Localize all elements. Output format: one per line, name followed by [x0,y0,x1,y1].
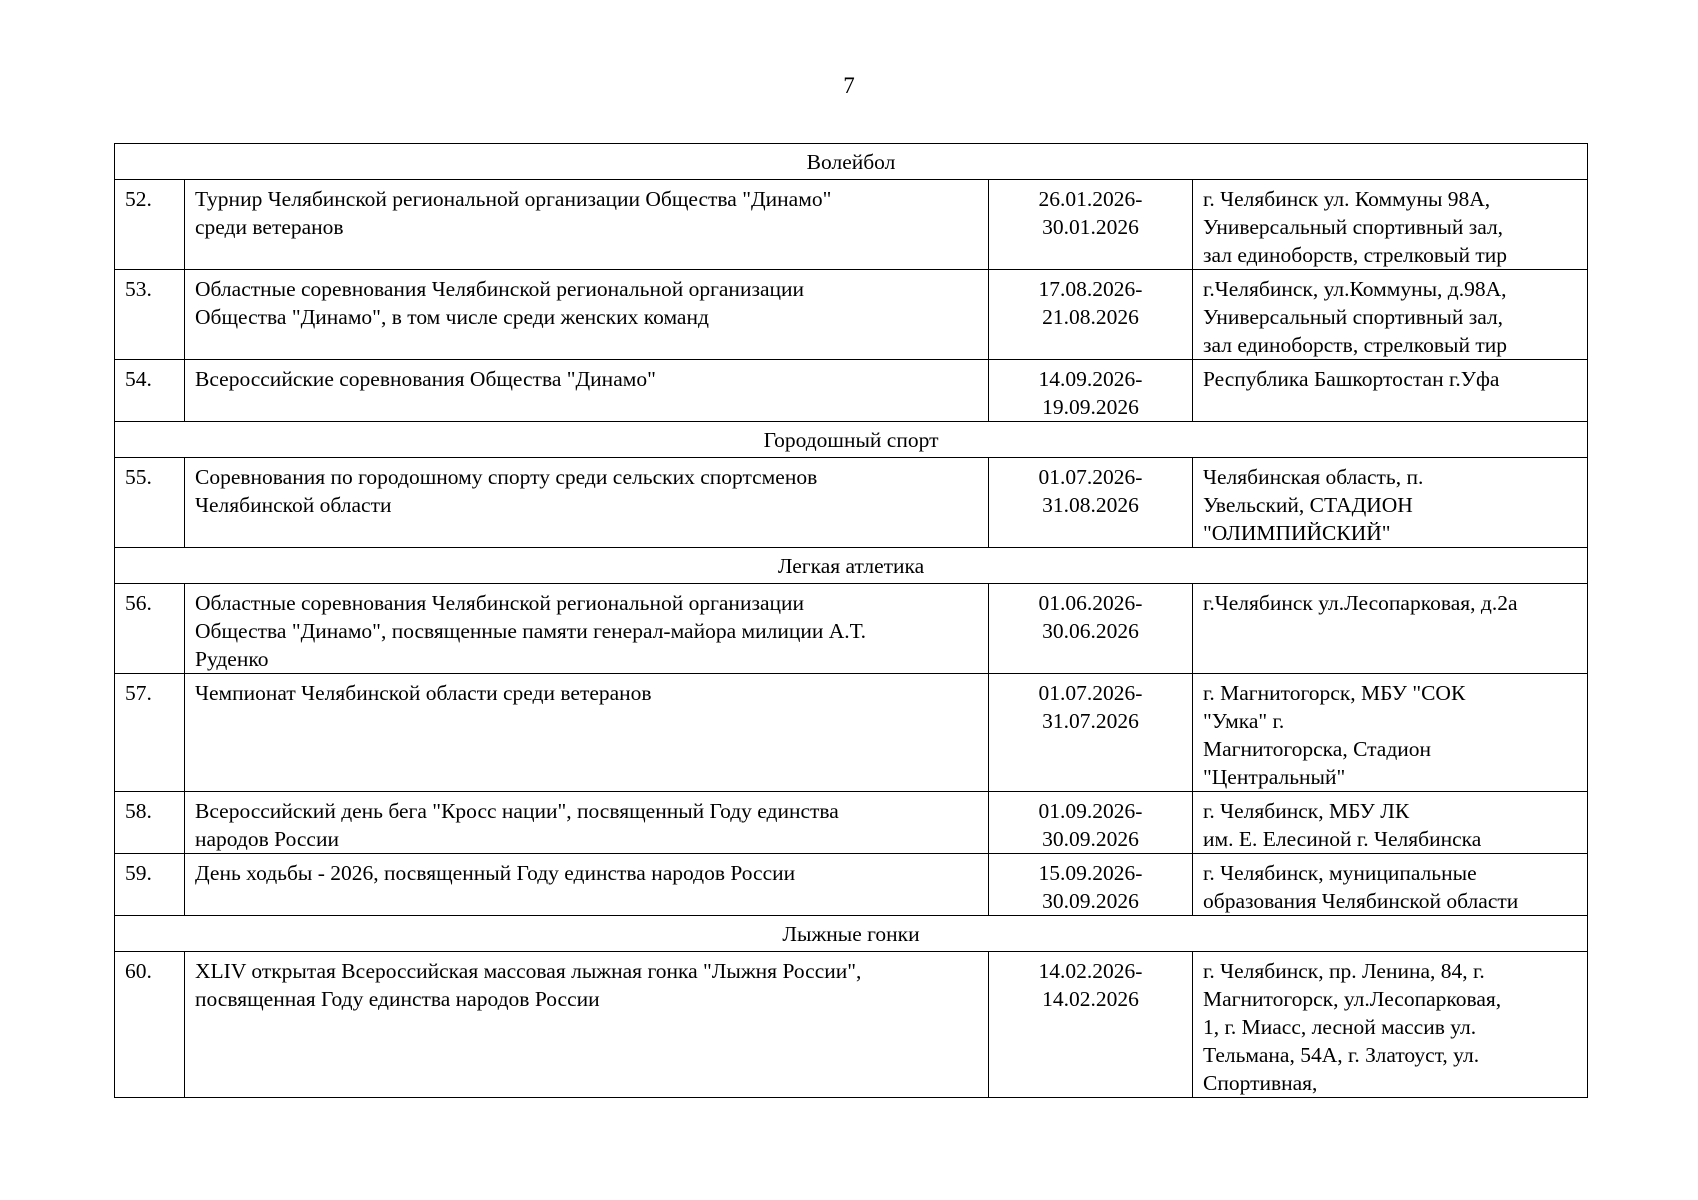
event-dates-line: 17.08.2026- [1038,277,1143,301]
event-dates-line: 30.09.2026 [1042,889,1139,913]
event-place-line: зал единоборств, стрелковый тир [1203,243,1508,267]
event-place [1193,584,1588,674]
event-number: 53. [115,270,185,360]
event-name [185,952,989,1098]
event-place-line: "Центральный" [1203,765,1346,789]
event-place [1193,952,1588,1098]
section-title: Легкая атлетика [115,548,1588,584]
event-dates [989,854,1193,916]
event-place-line: Универсальный спортивный зал, [1203,215,1504,239]
event-dates-line: 21.08.2026 [1042,305,1139,329]
event-dates-line: 30.09.2026 [1042,827,1139,851]
event-place-line: г. Челябинск, пр. Ленина, 84, г. [1203,959,1485,983]
event-name-line: Общества "Динамо", посвященные памяти генерал-майора милиции А.Т. [195,619,867,643]
event-name [185,674,989,792]
event-name [185,792,989,854]
event-dates [989,458,1193,548]
event-place-line: г. Магнитогорск, МБУ "СОК [1203,681,1466,705]
event-place-line: Магнитогорск, ул.Лесопарковая, [1203,987,1502,1011]
page-number: 7 [843,73,855,98]
event-number: 54. [115,360,185,422]
table-row [115,584,1588,674]
event-place-line: г. Челябинск, муниципальные [1203,861,1477,885]
event-dates [989,584,1193,674]
event-dates-line: 31.07.2026 [1042,709,1139,733]
event-dates [989,180,1193,270]
event-place-line: г.Челябинск ул.Лесопарковая, д.2а [1203,591,1518,615]
event-name [185,360,989,422]
event-dates-line: 01.09.2026- [1038,799,1143,823]
event-place-line: Спортивная, [1203,1071,1318,1095]
event-number: 56. [115,584,185,674]
table-row [115,792,1588,854]
events-table-body [115,144,1588,1098]
table-row [115,360,1588,422]
event-dates [989,360,1193,422]
event-name-line: Общества "Динамо", в том числе среди женских команд [195,305,709,329]
event-dates [989,792,1193,854]
event-name [185,584,989,674]
event-place-line: им. Е. Елесиной г. Челябинска [1203,827,1482,851]
event-name [185,270,989,360]
event-dates [989,270,1193,360]
table-row [115,270,1588,360]
event-dates-line: 14.09.2026- [1038,367,1143,391]
event-name-line: Областные соревнования Челябинской региональной организации [195,277,805,301]
table-row [115,458,1588,548]
event-dates-line: 01.06.2026- [1038,591,1143,615]
event-dates-line: 15.09.2026- [1038,861,1143,885]
event-name-line: Областные соревнования Челябинской региональной организации [195,591,805,615]
event-name-line: Соревнования по городошному спорту среди сельских спортсменов [195,465,818,489]
event-place-line: Республика Башкортостан г.Уфа [1203,367,1500,391]
event-dates [989,674,1193,792]
event-number: 55. [115,458,185,548]
event-place [1193,270,1588,360]
event-name-line: Чемпионат Челябинской области среди ветеранов [195,681,652,705]
event-dates-line: 01.07.2026- [1038,465,1143,489]
event-dates-line: 30.01.2026 [1042,215,1139,239]
section-header-row [115,916,1588,952]
event-number: 58. [115,792,185,854]
event-place [1193,180,1588,270]
event-place-line: Магнитогорска, Стадион [1203,737,1432,761]
event-place-line: Челябинская область, п. [1203,465,1424,489]
event-dates-line: 26.01.2026- [1038,187,1143,211]
event-place-line: Тельмана, 54А, г. Златоуст, ул. [1203,1043,1480,1067]
event-name-line: Всероссийский день бега "Кросс нации", посвященный Году единства [195,799,839,823]
section-title: Волейбол [115,144,1588,180]
event-dates-line: 30.06.2026 [1042,619,1139,643]
event-name [185,458,989,548]
event-place-line: "Умка" г. [1203,709,1285,733]
event-number: 60. [115,952,185,1098]
event-place-line: г. Челябинск, МБУ ЛК [1203,799,1410,823]
event-place-line: Универсальный спортивный зал, [1203,305,1504,329]
event-name [185,180,989,270]
event-name-line: среди ветеранов [195,215,344,239]
section-header-row [115,144,1588,180]
event-number: 59. [115,854,185,916]
event-dates-line: 31.08.2026 [1042,493,1139,517]
event-place-line: 1, г. Миасс, лесной массив ул. [1203,1015,1477,1039]
event-place [1193,360,1588,422]
event-name-line: Всероссийские соревнования Общества "Динамо" [195,367,656,391]
event-name-line: посвященная Году единства народов России [195,987,600,1011]
event-dates-line: 19.09.2026 [1042,395,1139,419]
event-name-line: XLIV открытая Всероссийская массовая лыжная гонка "Лыжня России", [195,959,862,983]
event-place-line: зал единоборств, стрелковый тир [1203,333,1508,357]
event-place [1193,792,1588,854]
event-place [1193,854,1588,916]
event-name [185,854,989,916]
event-place-line: г.Челябинск, ул.Коммуны, д.98А, [1203,277,1507,301]
table-row [115,952,1588,1098]
events-table [114,143,1588,1098]
event-dates-line: 01.07.2026- [1038,681,1143,705]
event-number: 52. [115,180,185,270]
event-name-line: День ходьбы - 2026, посвященный Году единства народов России [195,861,796,885]
event-name-line: Челябинской области [195,493,392,517]
event-place-line: Увельский, СТАДИОН [1203,493,1413,517]
event-name-line: Руденко [195,647,269,671]
event-dates-line: 14.02.2026 [1042,987,1139,1011]
section-title: Лыжные гонки [115,916,1588,952]
event-name-line: народов России [195,827,339,851]
event-place-line: "ОЛИМПИЙСКИЙ" [1203,521,1391,545]
section-header-row [115,422,1588,458]
event-place [1193,674,1588,792]
section-header-row [115,548,1588,584]
event-place-line: образования Челябинской области [1203,889,1519,913]
table-row [115,674,1588,792]
event-number: 57. [115,674,185,792]
section-title: Городошный спорт [115,422,1588,458]
table-row [115,854,1588,916]
event-place-line: г. Челябинск ул. Коммуны 98А, [1203,187,1491,211]
event-dates [989,952,1193,1098]
table-row [115,180,1588,270]
event-dates-line: 14.02.2026- [1038,959,1143,983]
event-name-line: Турнир Челябинской региональной организации Общества "Динамо" [195,187,832,211]
event-place [1193,458,1588,548]
